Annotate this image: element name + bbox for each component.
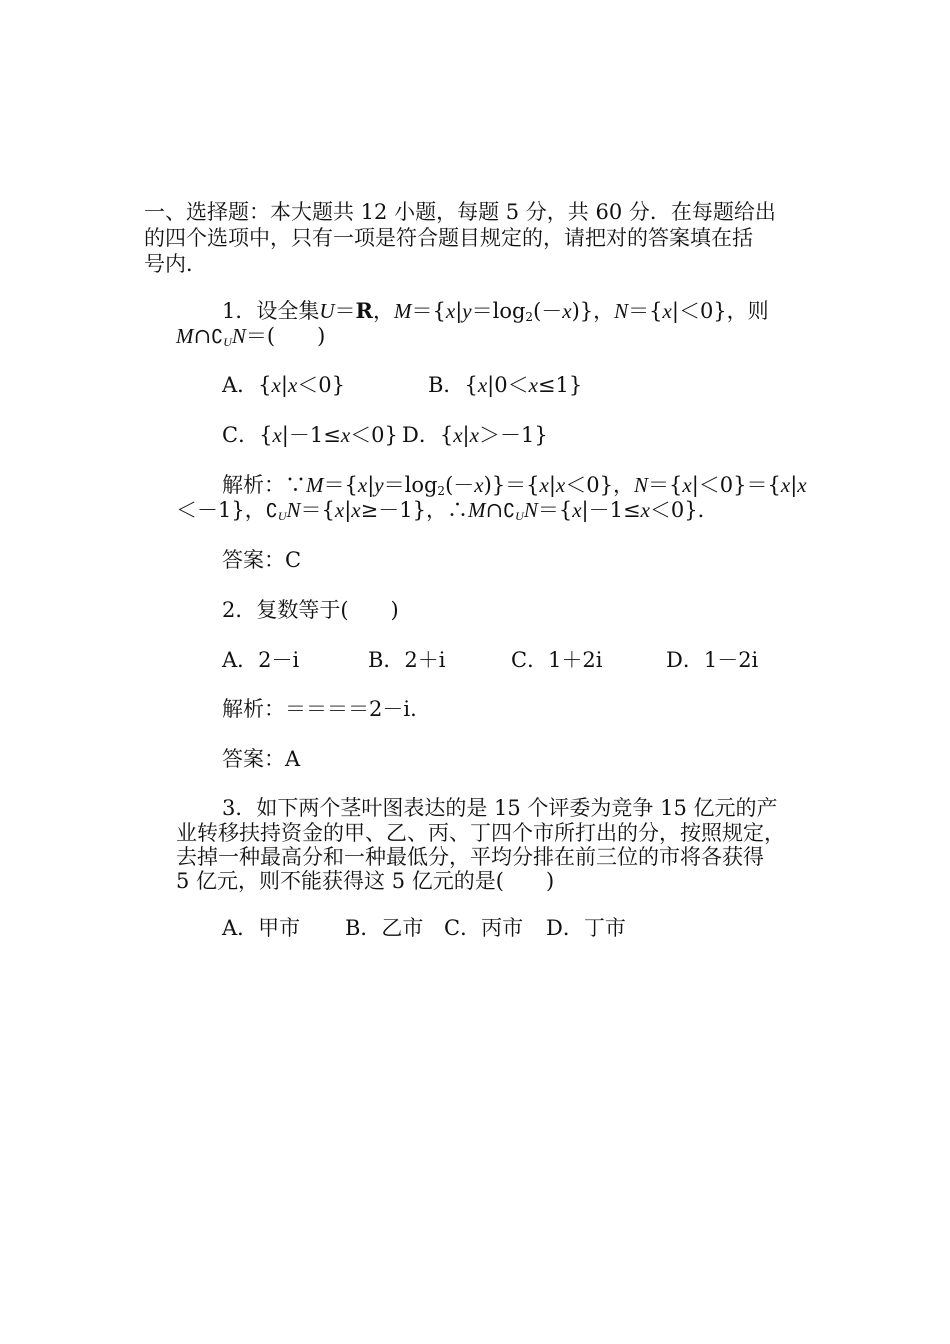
q1-stem-line-2: $M\cap∁_UN=$( ) [176,324,326,349]
q2-option-d: D．1－2i [666,648,759,672]
q1-option-a: A．{x|x＜0} [222,373,346,397]
q1-number: 1．设全集 [222,299,320,323]
q3-stem-line-1: 3．如下两个茎叶图表达的是 15 个评委为竞争 15 亿元的产 [222,796,778,820]
q3-stem-line-4: 5 亿元，则不能获得这 5 亿元的是( ) [176,869,555,893]
q2-option-c: C．1＋2i [511,648,603,672]
q2-option-b: B．2＋i [368,648,446,672]
q3-option-d: D．丁市 [546,916,626,940]
q3-stem-line-3: 去掉一种最高分和一种最低分，平均分排在前三位的市将各获得 [176,845,764,869]
q1-analysis-line-2: ＜－1}，$∁_UN=\{x|x\ge-1\}$，$\therefore M\cap∁_UN=\{x|-1\le x<0\}$． [176,498,719,523]
q1-stem-line-1: 1．设全集U＝R，$M=\{x|y=\log_2(-x)\}$，N＝{x|＜0}，则 [222,298,769,324]
q1-analysis-line-1: 解析：$\because M=\{x|y=\log_2(-x)\}=\{x|x<0\}$，N＝{x|＜0}＝{x|x [222,473,807,498]
q1-answer: 答案：C [222,548,302,572]
q1-option-b: B．{x|0＜x≤1} [428,373,583,397]
q3-option-b: B．乙市 [345,916,424,940]
q3-option-a: A．甲市 [222,916,301,940]
q3-option-c: C．丙市 [444,916,524,940]
q2-analysis: 解析：＝＝＝＝2－i. [222,697,417,721]
q1-stem-tail: ，则 [726,299,769,323]
section-intro-line-3: 号内． [144,252,207,276]
section-intro-line-1: 一、选择题：本大题共 12 小题，每题 5 分，共 60 分．在每题给出 [144,200,776,224]
q2-answer: 答案：A [222,747,301,771]
q2-option-a: A．2－i [222,648,300,672]
q3-stem-line-2: 业转移扶持资金的甲、乙、丙、丁四个市所打出的分，按照规定， [176,821,785,845]
q1-analysis-label: 解析： [222,473,285,497]
q1-option-d: D．{x|x＞－1} [402,423,548,447]
q1-option-c: C．{x|－1≤x＜0} [222,423,398,447]
q2-stem: 2．复数等于( ) [222,598,399,622]
section-intro-line-2: 的四个选项中，只有一项是符合题目规定的，请把对的答案填在括 [144,226,753,250]
